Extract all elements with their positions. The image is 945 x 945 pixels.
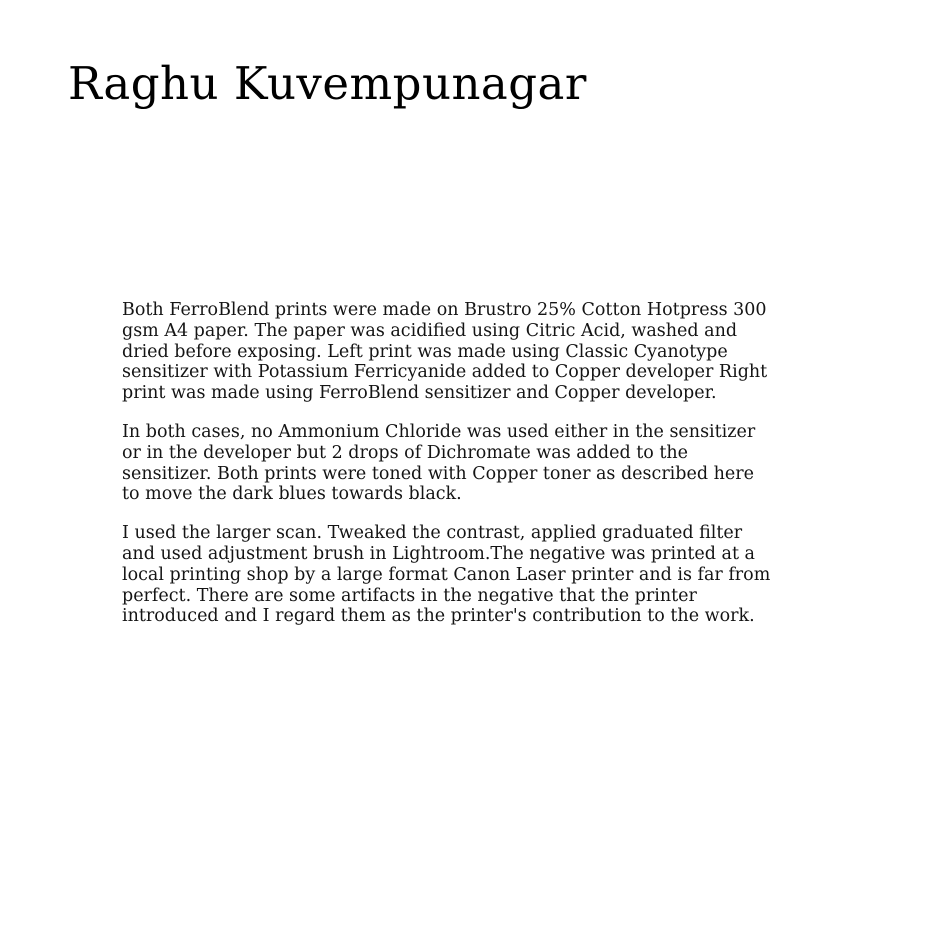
paragraph-sensitizer-notes: In both cases, no Ammonium Chloride was used either in the sensitizer or in the developer but 2 drops of Dichromate was added to the sensitizer. Both prints were toned with Copper toner as described here to move the dark blues towards black. <box>122 421 756 505</box>
article-body <box>122 300 777 645</box>
page-title: Raghu Kuvempunagar <box>68 57 587 110</box>
paragraph-print-details: Both FerroBlend prints were made on Brustro 25% Cotton Hotpress 300 gsm A4 paper. The paper was acidified using Citric Acid, washed and dried before exposing. Left print was made using Classic Cyanotype sensitizer with Potassium Ferricyanide added to Copper developer Right print was made using FerroBlend sensitizer and Copper developer. <box>122 300 768 404</box>
paragraph-scan-notes: I used the larger scan. Tweaked the contrast, applied graduated filter and used adjustment brush in Lightroom.The negative was printed at a local printing shop by a large format Canon Laser printer and is far from perfect. There are some artifacts in the negative that the printer introduced and I regard them as the printer's contribution to the work. <box>122 523 771 627</box>
